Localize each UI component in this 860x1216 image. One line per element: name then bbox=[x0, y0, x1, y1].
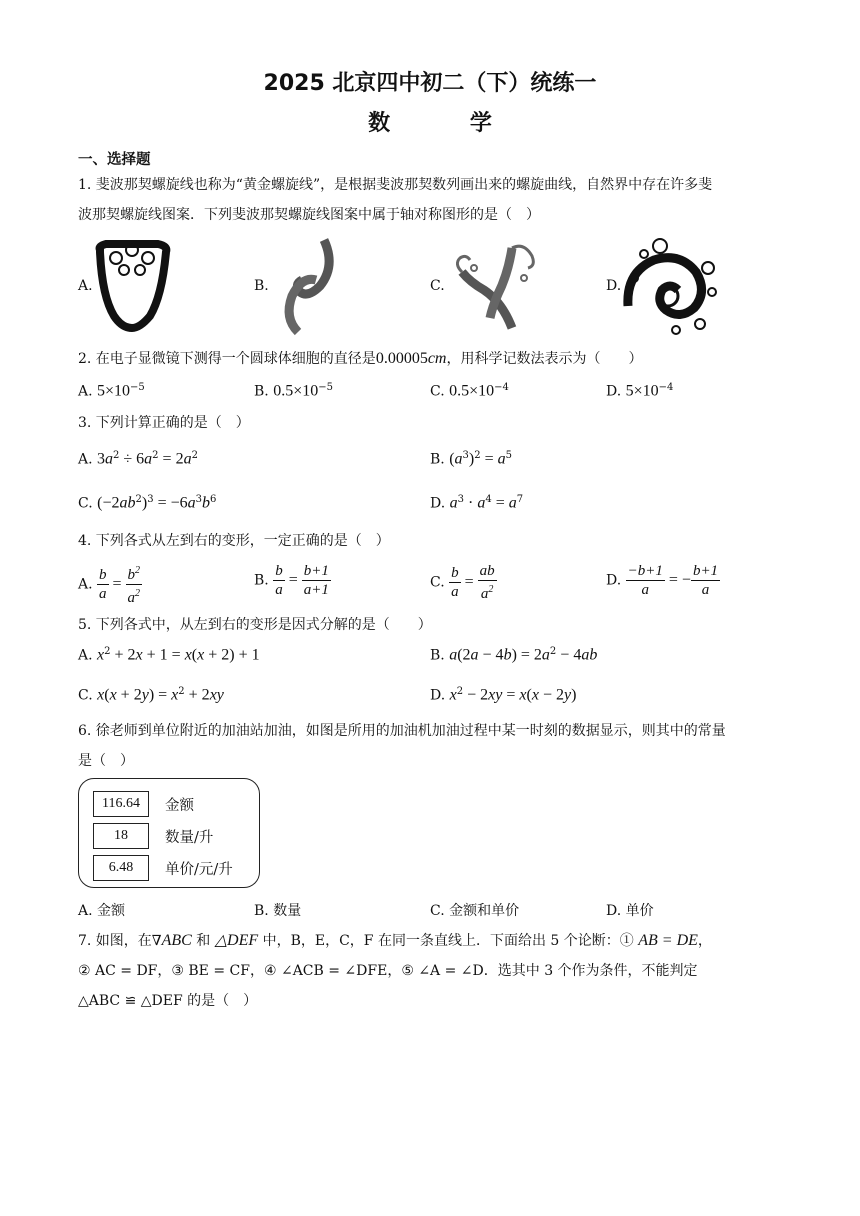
q5-stem: 5. 下列各式中，从左到右的变形是因式分解的是（ ） bbox=[78, 617, 432, 633]
q3-option-c: C. $(-2ab^2)^3 = -6a^3b^6$ bbox=[78, 494, 217, 512]
pump-unit-price-value: 6.48 bbox=[93, 855, 149, 881]
subject-title: 数 学 bbox=[368, 111, 528, 136]
pump-amount-label: 金额 bbox=[165, 798, 194, 814]
q3-option-a: A. $3a^2 \div 6a^2 = 2a^2$ bbox=[78, 450, 198, 468]
exam-title: 2025 北京四中初二（下）统练一 bbox=[263, 71, 597, 96]
spiral-image-a bbox=[92, 236, 174, 334]
q2-option-d: D. $5\times 10^{-4}$ bbox=[606, 382, 674, 400]
q7-stem-line2: ② AC = DF，③ BE = CF，④ ∠ACB = ∠DFE，⑤ ∠A = ∠D．选其中 3 个作为条件，不能判定 bbox=[78, 963, 698, 979]
spiral-image-b bbox=[272, 236, 344, 336]
q1-stem-line2: 波那契螺旋线图案．下列斐波那契螺旋线图案中属于轴对称图形的是（ ） bbox=[78, 207, 540, 223]
spiral-image-d bbox=[620, 232, 720, 338]
q6-stem-line1: 6. 徐老师到单位附近的加油站加油，如图是所用的加油机加油过程中某一时刻的数据显示，则其中的常量 bbox=[78, 723, 726, 739]
pump-quantity-value: 18 bbox=[93, 823, 149, 849]
q6-option-b: B. 数量 bbox=[254, 903, 302, 919]
q4-option-a: A. $\frac{b}{a}$ = $\frac{b^2}{a^2}$ bbox=[78, 562, 142, 607]
section-heading: 一、选择题 bbox=[78, 152, 151, 168]
q5-option-d: D. $x^2 - 2xy = x(x - 2y)$ bbox=[430, 686, 577, 704]
fuel-pump-display bbox=[78, 778, 260, 888]
q5-option-b: B. $a(2a - 4b) = 2a^2 - 4ab$ bbox=[430, 646, 598, 664]
q4-stem: 4. 下列各式从左到右的变形，一定正确的是（ ） bbox=[78, 533, 390, 549]
q1-option-c-label: C. bbox=[430, 278, 445, 294]
q6-option-c: C. 金额和单价 bbox=[430, 903, 520, 919]
q6-stem-line2: 是（ ） bbox=[78, 753, 134, 769]
q1-option-d-label: D. bbox=[606, 278, 622, 294]
q7-stem-line3: △ABC ≌ △DEF 的是（ ） bbox=[78, 993, 258, 1009]
q3-stem: 3. 下列计算正确的是（ ） bbox=[78, 415, 250, 431]
q3-option-d: D. $a^3 \cdot a^4 = a^7$ bbox=[430, 494, 524, 512]
q1-option-b-label: B. bbox=[254, 278, 269, 294]
q6-option-a: A. 金额 bbox=[78, 903, 126, 919]
q4-option-d: D. $\frac{-b+1}{a}$ = − $\frac{b+1}{a}$ bbox=[606, 563, 719, 598]
q1-stem-line1: 1. 斐波那契螺旋线也称为“黄金螺旋线”，是根据斐波那契数列画出来的螺旋曲线，自然界中存在许多斐 bbox=[78, 177, 713, 193]
pump-amount-value: 116.64 bbox=[93, 791, 149, 817]
spiral-image-c bbox=[450, 238, 550, 334]
q6-option-d: D. 单价 bbox=[606, 903, 654, 919]
q5-option-c: C. $x(x + 2y) = x^2 + 2xy$ bbox=[78, 686, 224, 704]
q4-option-b: B. $\frac{b}{a}$ = $\frac{b+1}{a+1}$ bbox=[254, 563, 329, 598]
q2-stem: 2. 在电子显微镜下测得一个圆球体细胞的直径是0.00005cm，用科学记数法表示为（ ） bbox=[78, 350, 643, 367]
q2-option-a: A. $5\times 10^{-5}$ bbox=[78, 382, 145, 400]
q5-option-a: A. $x^2 + 2x + 1 = x(x + 2) + 1$ bbox=[78, 646, 260, 664]
q2-option-b: B. $0.5\times 10^{-5}$ bbox=[254, 382, 333, 400]
q7-stem-line1: 7. 如图，在∇ABC 和 △DEF 中，B，E，C，F 在同一条直线上．下面给出 5 个论断：① AB = DE， bbox=[78, 932, 712, 949]
q1-option-a-label: A. bbox=[78, 278, 93, 294]
q3-option-b: B. $(a^3)^2 = a^5$ bbox=[430, 450, 513, 468]
pump-quantity-label: 数量/升 bbox=[165, 830, 214, 846]
pump-unit-price-label: 单价/元/升 bbox=[165, 862, 233, 878]
q2-option-c: C. $0.5\times 10^{-4}$ bbox=[430, 382, 509, 400]
q4-option-c: C. $\frac{b}{a}$ = $\frac{ab}{a^2}$ bbox=[430, 563, 495, 602]
